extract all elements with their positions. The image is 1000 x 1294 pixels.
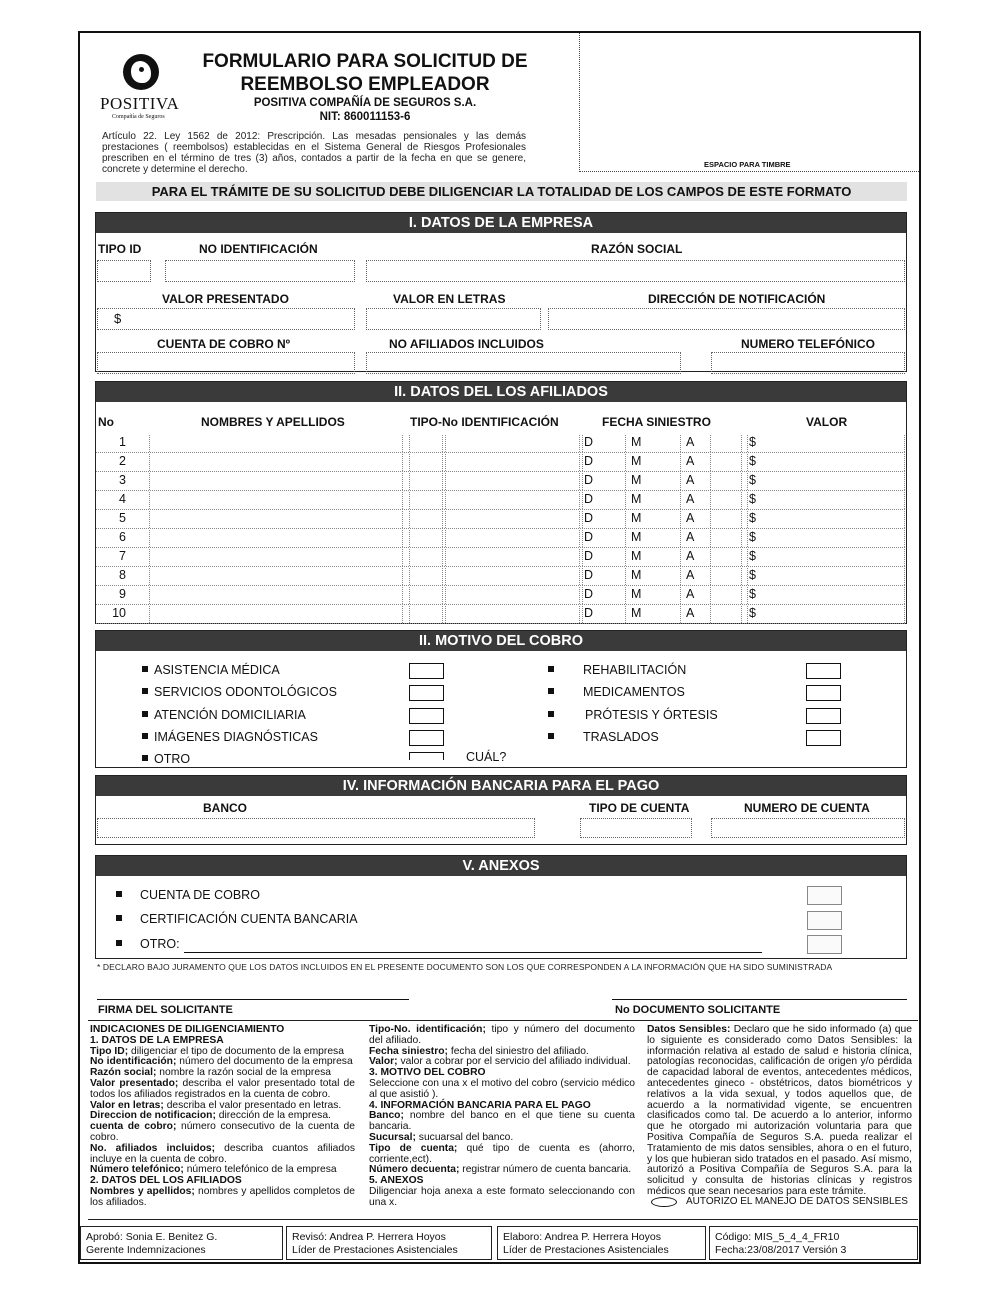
section-anexos [95, 855, 907, 959]
section-title: II. DATOS DEL LOS AFILIADOS [96, 382, 906, 402]
section-title: V. ANEXOS [96, 856, 906, 876]
identificacion-cell[interactable] [445, 435, 580, 452]
date-separator [680, 568, 681, 585]
nombres-cell[interactable] [149, 606, 403, 623]
currency-sign: $ [749, 454, 756, 468]
table-row [96, 548, 905, 567]
date-separator [680, 454, 681, 471]
stamp-area-border [579, 33, 580, 172]
autorizo-radio[interactable] [651, 1197, 677, 1207]
instruction-line: INDICACIONES DE DILIGENCIAMIENTO [90, 1024, 285, 1035]
label-documento: No DOCUMENTO SOLICITANTE [615, 1004, 781, 1016]
table-row [96, 605, 905, 624]
date-m-label: M [631, 454, 642, 468]
tipo-id-field[interactable] [97, 260, 151, 282]
currency-sign: $ [749, 530, 756, 544]
checkbox-servicios-odontologicos[interactable] [409, 685, 444, 701]
row-number: 9 [119, 587, 126, 601]
option-rehabilitacion [548, 663, 560, 677]
date-separator [680, 492, 681, 509]
date-separator [710, 606, 711, 623]
footer-aprobo: Aprobó: Sonia E. Benitez G. Gerente Indemnizaciones [80, 1226, 283, 1260]
section-motivo [95, 630, 907, 768]
row-number: 8 [119, 568, 126, 582]
tipo-cell[interactable] [409, 587, 443, 604]
lion-emblem-icon [123, 54, 159, 90]
instruction-line: Tipo ID; diligenciar el tipo de documento de la empresa [90, 1045, 344, 1057]
row-number: 3 [119, 473, 126, 487]
valor-cell[interactable] [747, 568, 905, 585]
footer-codigo: Código: MIS_5_4_4_FR10 Fecha:23/08/2017 Versión 3 [709, 1226, 918, 1260]
row-number: 6 [119, 530, 126, 544]
logo-subtitle: Compañía de Seguros [112, 114, 165, 120]
date-a-label: A [686, 606, 695, 620]
label-telefono: NUMERO TELEFÓNICO [741, 337, 875, 351]
cuenta-cobro-field[interactable] [97, 352, 355, 374]
option-medicamentos [548, 685, 560, 699]
date-m-label: M [631, 549, 642, 563]
date-separator [625, 530, 626, 547]
label-banco: BANCO [203, 801, 247, 815]
table-row [96, 472, 905, 491]
option-traslados [548, 730, 560, 744]
identificacion-cell[interactable] [445, 492, 580, 509]
tipo-cell[interactable] [409, 530, 443, 547]
label-rehabilitacion: REHABILITACIÓN [583, 663, 687, 677]
option-atencion-domiciliaria: ATENCIÓN DOMICILIARIA [142, 708, 306, 722]
instruction-line: Razón social; nombre la razón social de la empresa [90, 1067, 331, 1079]
identificacion-cell[interactable] [445, 511, 580, 528]
date-separator [680, 549, 681, 566]
date-separator [625, 549, 626, 566]
nombres-cell[interactable] [149, 492, 403, 509]
date-separator [625, 587, 626, 604]
identificacion-cell[interactable] [445, 549, 580, 566]
footer-elaboro: Elaboro: Andrea P. Herrera Hoyos Líder de Prestaciones Asistenciales [497, 1226, 706, 1260]
checkbox-imagenes-diagnosticas[interactable] [409, 730, 444, 746]
instruction-line: No. afiliados incluidos; describa cuantos afiliados incluye en la cuenta de cobro. [90, 1142, 355, 1165]
date-a-label: A [686, 435, 695, 449]
nombres-cell[interactable] [149, 530, 403, 547]
label-tipo-cuenta: TIPO DE CUENTA [589, 801, 690, 815]
tipo-cell[interactable] [409, 549, 443, 566]
currency-sign: $ [749, 606, 756, 620]
date-m-label: M [631, 492, 642, 506]
valor-cell[interactable] [747, 454, 905, 471]
date-m-label: M [631, 587, 642, 601]
instruction-line: 1. DATOS DE LA EMPRESA [90, 1034, 224, 1046]
anexo-cuenta-cobro: CUENTA DE COBRO [116, 888, 260, 902]
table-row [96, 510, 905, 529]
currency-sign: $ [749, 492, 756, 506]
section-empresa [95, 212, 907, 372]
table-row [96, 529, 905, 548]
instruction-line: Número telefónico; número telefónico de la empresa [90, 1164, 337, 1176]
label-valor-letras: VALOR EN LETRAS [393, 292, 506, 306]
tipo-cell[interactable] [409, 473, 443, 490]
valor-cell[interactable] [747, 473, 905, 490]
date-a-label: A [686, 454, 695, 468]
fecha-cell[interactable] [582, 454, 742, 471]
no-afiliados-field[interactable] [366, 352, 681, 374]
label-traslados: TRASLADOS [583, 730, 659, 744]
date-separator [680, 606, 681, 623]
date-separator [710, 473, 711, 490]
table-row [96, 434, 905, 453]
label-direccion: DIRECCIÓN DE NOTIFICACIÓN [648, 292, 826, 306]
checkbox-anexo-cuenta-cobro[interactable] [807, 886, 842, 905]
col-header-valor: VALOR [806, 415, 848, 429]
row-number: 1 [119, 435, 126, 449]
table-row [96, 491, 905, 510]
fecha-cell[interactable] [582, 549, 742, 566]
instruction-line: Valor; valor a cobrar por el servicio del afiliado individual. [369, 1056, 631, 1068]
date-m-label: M [631, 606, 642, 620]
date-separator [710, 587, 711, 604]
col-header-fecha: FECHA SINIESTRO [602, 415, 711, 429]
valor-presentado-field[interactable] [97, 308, 355, 330]
fecha-cell[interactable] [582, 530, 742, 547]
company-info: POSITIVA COMPAÑÍA DE SEGUROS S.A. NIT: 860011153-6 [253, 97, 477, 123]
tipo-cell[interactable] [409, 454, 443, 471]
valor-cell[interactable] [747, 587, 905, 604]
valor-letras-field[interactable] [366, 308, 541, 330]
currency-sign: $ [114, 311, 122, 326]
date-separator [625, 454, 626, 471]
tipo-cuenta-field[interactable] [580, 818, 692, 838]
date-separator [680, 530, 681, 547]
date-m-label: M [631, 530, 642, 544]
numero-cuenta-field[interactable] [711, 818, 905, 838]
valor-cell[interactable] [747, 549, 905, 566]
label-no-afiliados: NO AFILIADOS INCLUIDOS [389, 337, 544, 351]
fecha-cell[interactable] [582, 492, 742, 509]
nombres-cell[interactable] [149, 549, 403, 566]
identificacion-cell[interactable] [445, 454, 580, 471]
row-number: 2 [119, 454, 126, 468]
anexo-certificacion: CERTIFICACIÓN CUENTA BANCARIA [116, 912, 358, 926]
date-separator [710, 492, 711, 509]
row-number: 4 [119, 492, 126, 506]
checkbox-otro[interactable] [409, 752, 444, 760]
fecha-cell[interactable] [582, 587, 742, 604]
currency-sign: $ [749, 568, 756, 582]
row-number: 10 [112, 606, 126, 620]
date-separator [625, 606, 626, 623]
instruction-line: Valor presentado; describa el valor presentado total de todos los afiliados registrados en la cuenta de cobro. [90, 1077, 356, 1100]
date-separator [625, 435, 626, 452]
checkbox-atencion-domiciliaria[interactable] [409, 708, 444, 724]
logo-wordmark: POSITIVA [100, 94, 180, 113]
instruction-line: Número decuenta; registrar número de cuenta bancaria. [369, 1164, 632, 1176]
valor-cell[interactable] [747, 511, 905, 528]
identificacion-cell[interactable] [445, 587, 580, 604]
date-a-label: A [686, 511, 695, 525]
valor-cell[interactable] [747, 492, 905, 509]
option-otro: OTRO [142, 752, 190, 766]
date-separator [625, 492, 626, 509]
instruction-line: 3. MOTIVO DEL COBRO [369, 1067, 486, 1079]
checkbox-rehabilitacion[interactable] [806, 663, 841, 679]
option-asistencia-medica: ASISTENCIA MÉDICA [142, 663, 280, 677]
identificacion-cell[interactable] [445, 606, 580, 623]
checkbox-asistencia-medica[interactable] [409, 663, 444, 679]
instruction-line: Valor en letras; describa el valor presentado en letras. [90, 1099, 342, 1111]
section-title: IV. INFORMACIÓN BANCARIA PARA EL PAGO [96, 776, 906, 796]
currency-sign: $ [749, 549, 756, 563]
nombres-cell[interactable] [149, 473, 403, 490]
date-separator [710, 511, 711, 528]
section-afiliados [95, 381, 907, 624]
date-separator [710, 454, 711, 471]
label-firma: FIRMA DEL SOLICITANTE [98, 1004, 233, 1016]
date-d-label: D [584, 606, 594, 620]
identificacion-cell[interactable] [445, 568, 580, 585]
table-row [96, 586, 905, 605]
razon-social-field[interactable] [366, 260, 905, 282]
date-m-label: M [631, 435, 642, 449]
date-d-label: D [584, 435, 594, 449]
fecha-cell[interactable] [582, 511, 742, 528]
label-autorizo: AUTORIZO EL MANEJO DE DATOS SENSIBLES [686, 1196, 908, 1207]
date-separator [680, 473, 681, 490]
tipo-cell[interactable] [409, 568, 443, 585]
instruction-line: Tipo de cuenta; qué tipo de cuenta es (ahorro, corriente,ect). [369, 1142, 636, 1165]
instruction-line: Banco; nombre del banco en el que tiene su cuenta bancaria. [369, 1110, 635, 1133]
table-row [96, 453, 905, 472]
fecha-cell[interactable] [582, 435, 742, 452]
label-razon-social: RAZÓN SOCIAL [591, 242, 683, 256]
label-medicamentos: MEDICAMENTOS [583, 685, 685, 699]
datos-sensibles-text: Datos Sensibles: Declaro que he sido informado (a) que lo siguiente es considerado como Datos Sensibles: la información relativa al estado de salud e historia clínica, patologías reconocidas, calificación de origen y/o pérdida de capacidad laboral de eventos, antecedentes médicos, antecedentes gineco - obstétricos, datos biométricos y relativos a la vida sexual, y todos aquellos que, de acuerdo a la normatividad vigente, se encuentren clasificados como tal. De acuerdo a lo anterior, informo que he otorgado mi autorización voluntaria para que Positiva Compañía de Seguros S.A. pueda realizar el Tratamiento de mis datos sensibles, ahora o en el futuro, y los que hubieran sido tratados en el pasado. Así mismo, autorizó a Positiva Compañía de Seguros S.A. para la solicitud y consulta de historias clínicas y registros médicos que sean necesarios para este trámite. [647, 1024, 912, 1197]
valor-cell[interactable] [747, 435, 905, 452]
date-separator [710, 530, 711, 547]
instruction-line: Fecha siniestro; fecha del siniestro del afiliado. [369, 1045, 589, 1057]
instructions-column-1 [90, 1025, 355, 1209]
date-a-label: A [686, 549, 695, 563]
nombres-cell[interactable] [149, 435, 403, 452]
fecha-cell[interactable] [582, 606, 742, 623]
instruction-line: Direccion de notificacion; dirección de la empresa. [90, 1110, 331, 1122]
label-cuenta-cobro: CUENTA DE COBRO Nº [157, 337, 291, 351]
date-separator [680, 435, 681, 452]
instructions-column-2 [369, 1025, 635, 1209]
date-d-label: D [584, 454, 594, 468]
currency-sign: $ [749, 435, 756, 449]
instruction-line: 4. INFORMACIÓN BANCARIA PARA EL PAGO [369, 1099, 591, 1111]
sworn-declaration: * DECLARO BAJO JURAMENTO QUE LOS DATOS INCLUIDOS EN EL PRESENTE DOCUMENTO SON LOS QUE CORRESPONDEN A LA INFORMACIÓN QUE HA SIDO SUMINISTRADA [97, 962, 833, 972]
date-a-label: A [686, 492, 695, 506]
banco-field[interactable] [97, 818, 535, 838]
date-d-label: D [584, 549, 594, 563]
section-title: I. DATOS DE LA EMPRESA [96, 213, 906, 233]
checkbox-protesis[interactable] [806, 708, 841, 724]
instruction-line: Nombres y apellidos; nombres y apellidos completos de los afiliados. [90, 1185, 356, 1208]
label-numero-cuenta: NUMERO DE CUENTA [744, 801, 870, 815]
instruction-line: 2. DATOS DEL LOS AFILIADOS [90, 1175, 242, 1187]
tipo-cell[interactable] [409, 511, 443, 528]
date-separator [680, 511, 681, 528]
date-d-label: D [584, 568, 594, 582]
date-separator [710, 568, 711, 585]
label-valor-presentado: VALOR PRESENTADO [162, 292, 289, 306]
date-separator [710, 549, 711, 566]
checkbox-anexo-otro[interactable] [807, 935, 842, 954]
date-d-label: D [584, 473, 594, 487]
date-d-label: D [584, 530, 594, 544]
date-a-label: A [686, 530, 695, 544]
checkbox-anexo-certificacion[interactable] [807, 911, 842, 930]
instruction-line: Seleccione con una x el motivo del cobro (servicio médico al que asistió ). [369, 1077, 635, 1100]
fecha-cell[interactable] [582, 568, 742, 585]
nombres-cell[interactable] [149, 587, 403, 604]
date-d-label: D [584, 587, 594, 601]
section-bancaria [95, 775, 907, 845]
date-separator [625, 568, 626, 585]
fecha-cell[interactable] [582, 473, 742, 490]
section-title: II. MOTIVO DEL COBRO [96, 631, 906, 651]
date-a-label: A [686, 587, 695, 601]
label-no-identificacion: NO IDENTIFICACIÓN [199, 242, 318, 256]
tipo-cell[interactable] [409, 435, 443, 452]
date-a-label: A [686, 473, 695, 487]
row-number: 7 [119, 549, 126, 563]
label-cual: CUÁL? [466, 750, 507, 764]
identificacion-cell[interactable] [445, 473, 580, 490]
identificacion-cell[interactable] [445, 530, 580, 547]
valor-cell[interactable] [747, 606, 905, 623]
tipo-cell[interactable] [409, 606, 443, 623]
no-identificacion-field[interactable] [165, 260, 355, 282]
col-header-tipo: TIPO-No IDENTIFICACIÓN [410, 415, 559, 429]
date-separator [625, 473, 626, 490]
date-a-label: A [686, 568, 695, 582]
currency-sign: $ [749, 511, 756, 525]
signature-line[interactable] [97, 999, 409, 1000]
currency-sign: $ [749, 587, 756, 601]
tipo-cell[interactable] [409, 492, 443, 509]
option-servicios-odontologicos: SERVICIOS ODONTOLÓGICOS [142, 685, 337, 699]
form-title: FORMULARIO PARA SOLICITUD DE REEMBOLSO EMPLEADOR [202, 51, 528, 95]
nombres-cell[interactable] [149, 454, 403, 471]
option-protesis [548, 708, 560, 722]
row-number: 5 [119, 511, 126, 525]
date-m-label: M [631, 511, 642, 525]
nombres-cell[interactable] [149, 511, 403, 528]
instruction-line: 5. ANEXOS [369, 1175, 424, 1187]
stamp-area-border-bottom [579, 171, 919, 172]
checkbox-traslados[interactable] [806, 730, 841, 746]
footer-reviso: Revisó: Andrea P. Herrera Hoyos Líder de Prestaciones Asistenciales [286, 1226, 492, 1260]
date-d-label: D [584, 511, 594, 525]
col-header-nombres: NOMBRES Y APELLIDOS [201, 415, 345, 429]
anexo-otro-line[interactable] [184, 952, 762, 953]
date-m-label: M [631, 568, 642, 582]
instructions-banner: PARA EL TRÁMITE DE SU SOLICITUD DEBE DILIGENCIAR LA TOTALIDAD DE LOS CAMPOS DE ESTE FORMATO [96, 182, 907, 201]
option-imagenes-diagnosticas: IMÁGENES DIAGNÓSTICAS [142, 730, 318, 744]
date-d-label: D [584, 492, 594, 506]
instruction-line: Diligenciar hoja anexa a este formato seleccionando con una x. [369, 1185, 635, 1208]
col-header-no: No [98, 415, 114, 429]
stamp-label: ESPACIO PARA TIMBRE [704, 160, 791, 169]
direccion-field[interactable] [548, 308, 905, 330]
telefono-field[interactable] [711, 352, 905, 374]
valor-cell[interactable] [747, 530, 905, 547]
checkbox-medicamentos[interactable] [806, 685, 841, 701]
date-separator [710, 435, 711, 452]
prescription-article: Artículo 22. Ley 1562 de 2012: Prescripción. Las mesadas pensionales y las demás prestaciones ( reembolsos) establecidas en el Sistema General de Riesgos Profesionales prescriben en el término de tres (3) años, contados a partir de la fecha en que se genere, concrete y determine el derecho. [102, 131, 526, 175]
anexo-otro: OTRO: [116, 937, 180, 951]
date-separator [680, 587, 681, 604]
currency-sign: $ [749, 473, 756, 487]
date-separator [625, 511, 626, 528]
instruction-line: cuenta de cobro; número consecutivo de la cuenta de cobro. [90, 1121, 355, 1143]
date-m-label: M [631, 473, 642, 487]
document-line[interactable] [612, 999, 907, 1000]
label-tipo-id: TIPO ID [98, 242, 142, 256]
table-row [96, 567, 905, 586]
instruction-line: Tipo-No. identificación; tipo y número del documento del afiliado. [369, 1024, 635, 1046]
instruction-line: Sucursal; sucuarsal del banco. [369, 1131, 514, 1143]
label-protesis: PRÓTESIS Y ÓRTESIS [585, 708, 718, 722]
nombres-cell[interactable] [149, 568, 403, 585]
instruction-line: No identificación; número del documento de la empresa [90, 1056, 353, 1068]
